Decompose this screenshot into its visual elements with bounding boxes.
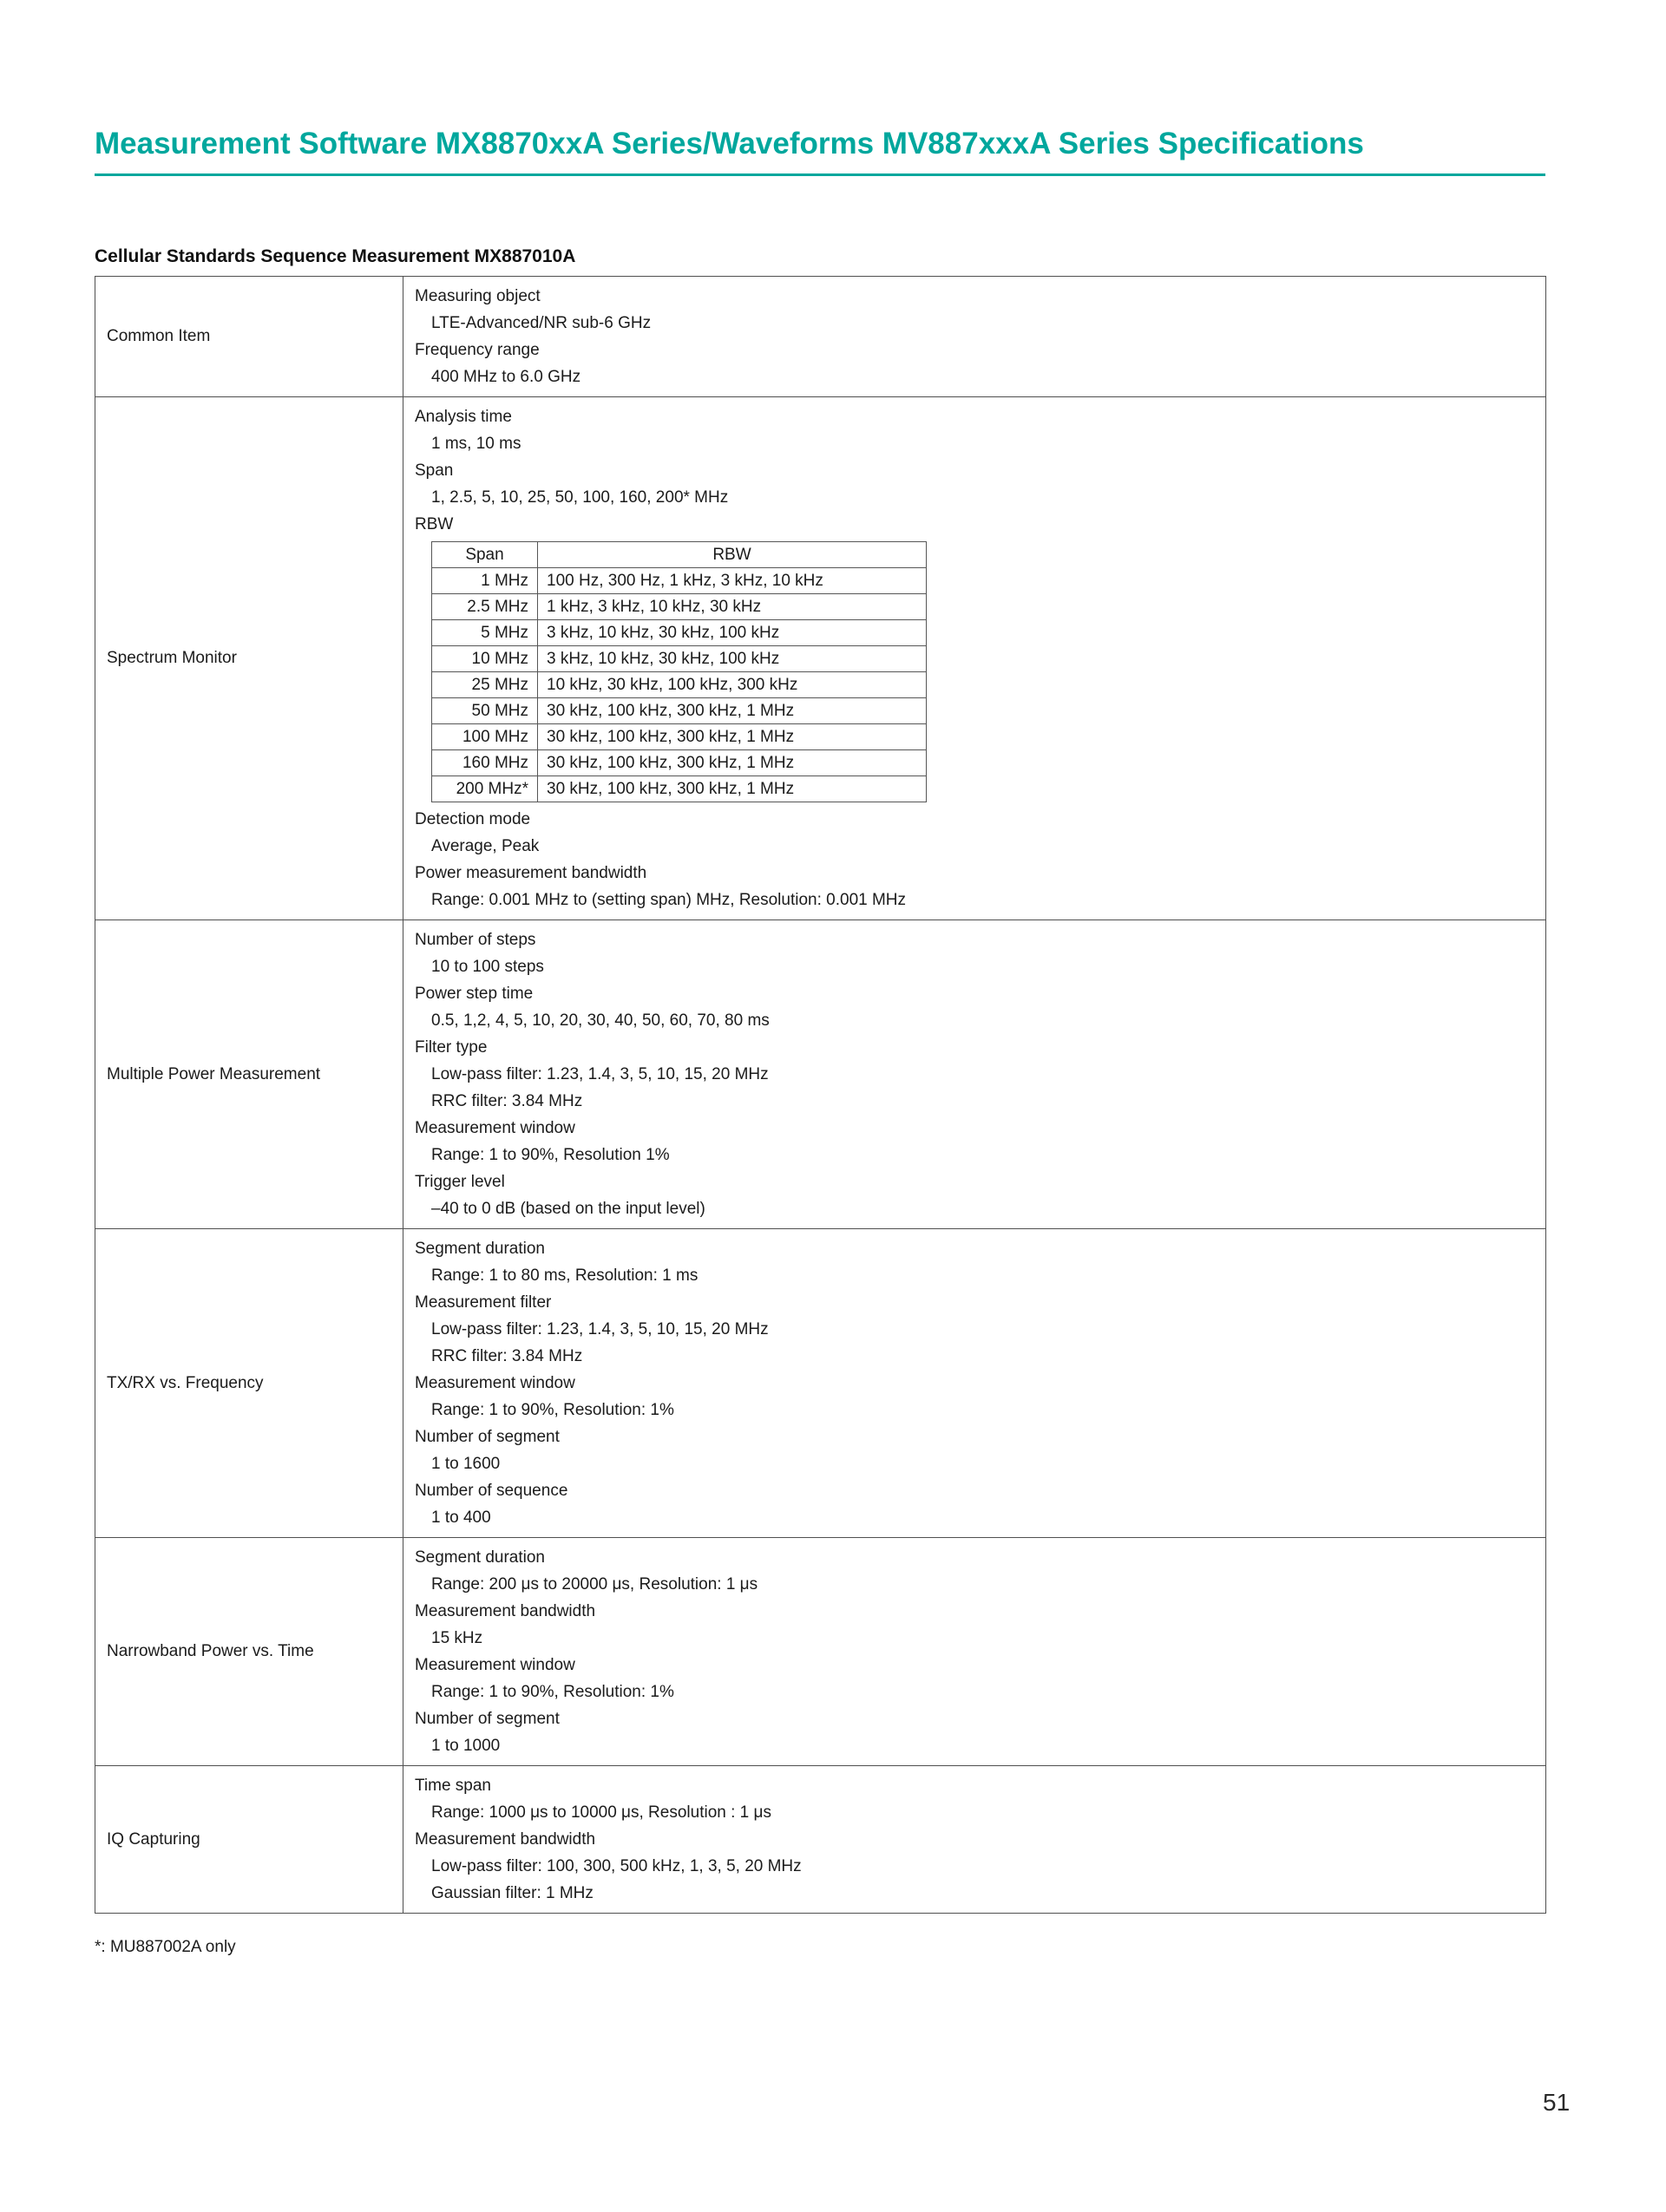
spec-line: Range: 1 to 80 ms, Resolution: 1 ms — [431, 1266, 699, 1285]
spec-line: Low-pass filter: 100, 300, 500 kHz, 1, 3, 5, 20 MHz — [431, 1857, 802, 1875]
rbw-row — [432, 672, 927, 698]
row-label: Spectrum Monitor — [95, 397, 403, 920]
table-row-common-item — [95, 277, 1546, 397]
spec-line: Measurement window — [415, 1656, 575, 1674]
rbw-value-cell: 1 kHz, 3 kHz, 10 kHz, 30 kHz — [538, 594, 927, 620]
spec-line: RRC filter: 3.84 MHz — [431, 1347, 583, 1365]
spec-line: Gaussian filter: 1 MHz — [431, 1884, 594, 1902]
spec-line: Segment duration — [415, 1548, 545, 1567]
rbw-value-cell: 3 kHz, 10 kHz, 30 kHz, 100 kHz — [538, 620, 927, 646]
page-number: 51 — [1543, 2089, 1571, 2116]
spec-line: 1 to 400 — [431, 1508, 491, 1527]
row-label: TX/RX vs. Frequency — [95, 1229, 403, 1538]
spec-line: Measurement bandwidth — [415, 1602, 596, 1620]
row-content — [403, 1766, 1546, 1914]
row-label: Narrowband Power vs. Time — [95, 1538, 403, 1766]
rbw-row — [432, 568, 927, 594]
rbw-value-cell: 3 kHz, 10 kHz, 30 kHz, 100 kHz — [538, 646, 927, 672]
rbw-row — [432, 698, 927, 724]
rbw-value-cell: 10 kHz, 30 kHz, 100 kHz, 300 kHz — [538, 672, 927, 698]
spec-line: 400 MHz to 6.0 GHz — [431, 368, 581, 386]
spec-line: Range: 1 to 90%, Resolution: 1% — [431, 1683, 674, 1701]
row-label: Common Item — [95, 277, 403, 397]
spec-line: Power measurement bandwidth — [415, 864, 647, 882]
rbw-row — [432, 750, 927, 776]
spec-line: Number of segment — [415, 1710, 560, 1728]
spec-line: Power step time — [415, 985, 534, 1003]
rbw-row — [432, 620, 927, 646]
rbw-col-header-span: Span — [432, 542, 538, 568]
spec-line: Range: 1000 μs to 10000 μs, Resolution : 1 μs — [431, 1803, 771, 1822]
table-row-narrowband-power — [95, 1538, 1546, 1766]
spec-line: 1 ms, 10 ms — [431, 435, 521, 453]
spec-table — [95, 276, 1546, 1914]
rbw-row — [432, 646, 927, 672]
spec-line: 15 kHz — [431, 1629, 483, 1647]
spec-line: Range: 1 to 90%, Resolution 1% — [431, 1146, 670, 1164]
spec-line: Frequency range — [415, 341, 540, 359]
spec-line: –40 to 0 dB (based on the input level) — [431, 1200, 705, 1218]
row-content — [403, 277, 1546, 397]
spec-line: Measurement filter — [415, 1293, 552, 1312]
footnote: *: MU887002A only — [95, 1938, 236, 1956]
title-rule-divider — [95, 173, 1545, 176]
rbw-row — [432, 594, 927, 620]
row-content — [403, 1229, 1546, 1538]
spec-line: Low-pass filter: 1.23, 1.4, 3, 5, 10, 15, 20 MHz — [431, 1320, 769, 1338]
spec-line: Filter type — [415, 1038, 488, 1057]
spec-line: 1, 2.5, 5, 10, 25, 50, 100, 160, 200* MHz — [431, 488, 729, 507]
row-content — [403, 1538, 1546, 1766]
rbw-col-header-rbw: RBW — [538, 542, 927, 568]
spec-line: Average, Peak — [431, 837, 540, 855]
spec-line: 1 to 1600 — [431, 1455, 501, 1473]
spec-line: Analysis time — [415, 408, 512, 426]
spec-line: RRC filter: 3.84 MHz — [431, 1092, 583, 1110]
spec-line: 1 to 1000 — [431, 1737, 501, 1755]
spec-line: Segment duration — [415, 1240, 545, 1258]
spec-line: Range: 200 μs to 20000 μs, Resolution: 1 μs — [431, 1575, 758, 1594]
spec-line: Number of segment — [415, 1428, 560, 1446]
spec-line: Trigger level — [415, 1173, 505, 1191]
table-row-iq-capturing — [95, 1766, 1546, 1914]
rbw-value-cell: 100 Hz, 300 Hz, 1 kHz, 3 kHz, 10 kHz — [538, 568, 927, 594]
spec-line: Number of steps — [415, 931, 536, 949]
rbw-span-cell: 200 MHz* — [432, 776, 538, 802]
row-content — [403, 397, 1546, 920]
spec-line: Range: 0.001 MHz to (setting span) MHz, Resolution: 0.001 MHz — [431, 891, 907, 909]
table-row-multiple-power — [95, 920, 1546, 1229]
spec-line: Measurement window — [415, 1119, 575, 1137]
page-title: Measurement Software MX8870xxA Series/Waveforms MV887xxxA Series Specifications — [95, 127, 1364, 160]
spec-line: Detection mode — [415, 810, 531, 828]
rbw-span-cell: 25 MHz — [432, 672, 538, 698]
spec-line: Time span — [415, 1777, 491, 1795]
rbw-row — [432, 776, 927, 802]
rbw-span-cell: 160 MHz — [432, 750, 538, 776]
rbw-span-cell: 100 MHz — [432, 724, 538, 750]
spec-line: Measuring object — [415, 287, 541, 305]
spec-line: RBW — [415, 515, 454, 533]
spec-line: Span — [415, 461, 454, 480]
rbw-span-cell: 1 MHz — [432, 568, 538, 594]
spec-line: 10 to 100 steps — [431, 958, 544, 976]
section-heading: Cellular Standards Sequence Measurement MX887010A — [95, 246, 576, 266]
rbw-span-cell: 2.5 MHz — [432, 594, 538, 620]
spec-line: Range: 1 to 90%, Resolution: 1% — [431, 1401, 674, 1419]
rbw-header-row — [432, 542, 927, 568]
table-row-txrx-frequency — [95, 1229, 1546, 1538]
spec-line: Low-pass filter: 1.23, 1.4, 3, 5, 10, 15, 20 MHz — [431, 1065, 769, 1083]
row-content — [403, 920, 1546, 1229]
spec-line: Measurement window — [415, 1374, 575, 1392]
rbw-value-cell: 30 kHz, 100 kHz, 300 kHz, 1 MHz — [538, 776, 927, 802]
spec-line: 0.5, 1,2, 4, 5, 10, 20, 30, 40, 50, 60, 70, 80 ms — [431, 1011, 770, 1030]
rbw-span-cell: 5 MHz — [432, 620, 538, 646]
rbw-span-cell: 50 MHz — [432, 698, 538, 724]
row-label: IQ Capturing — [95, 1766, 403, 1914]
rbw-table — [431, 541, 927, 802]
spec-line: Measurement bandwidth — [415, 1830, 596, 1849]
row-label: Multiple Power Measurement — [95, 920, 403, 1229]
rbw-value-cell: 30 kHz, 100 kHz, 300 kHz, 1 MHz — [538, 724, 927, 750]
table-row-spectrum-monitor — [95, 397, 1546, 920]
rbw-row — [432, 724, 927, 750]
spec-line: LTE-Advanced/NR sub-6 GHz — [431, 314, 652, 332]
rbw-span-cell: 10 MHz — [432, 646, 538, 672]
rbw-value-cell: 30 kHz, 100 kHz, 300 kHz, 1 MHz — [538, 698, 927, 724]
spec-line: Number of sequence — [415, 1482, 568, 1500]
rbw-value-cell: 30 kHz, 100 kHz, 300 kHz, 1 MHz — [538, 750, 927, 776]
